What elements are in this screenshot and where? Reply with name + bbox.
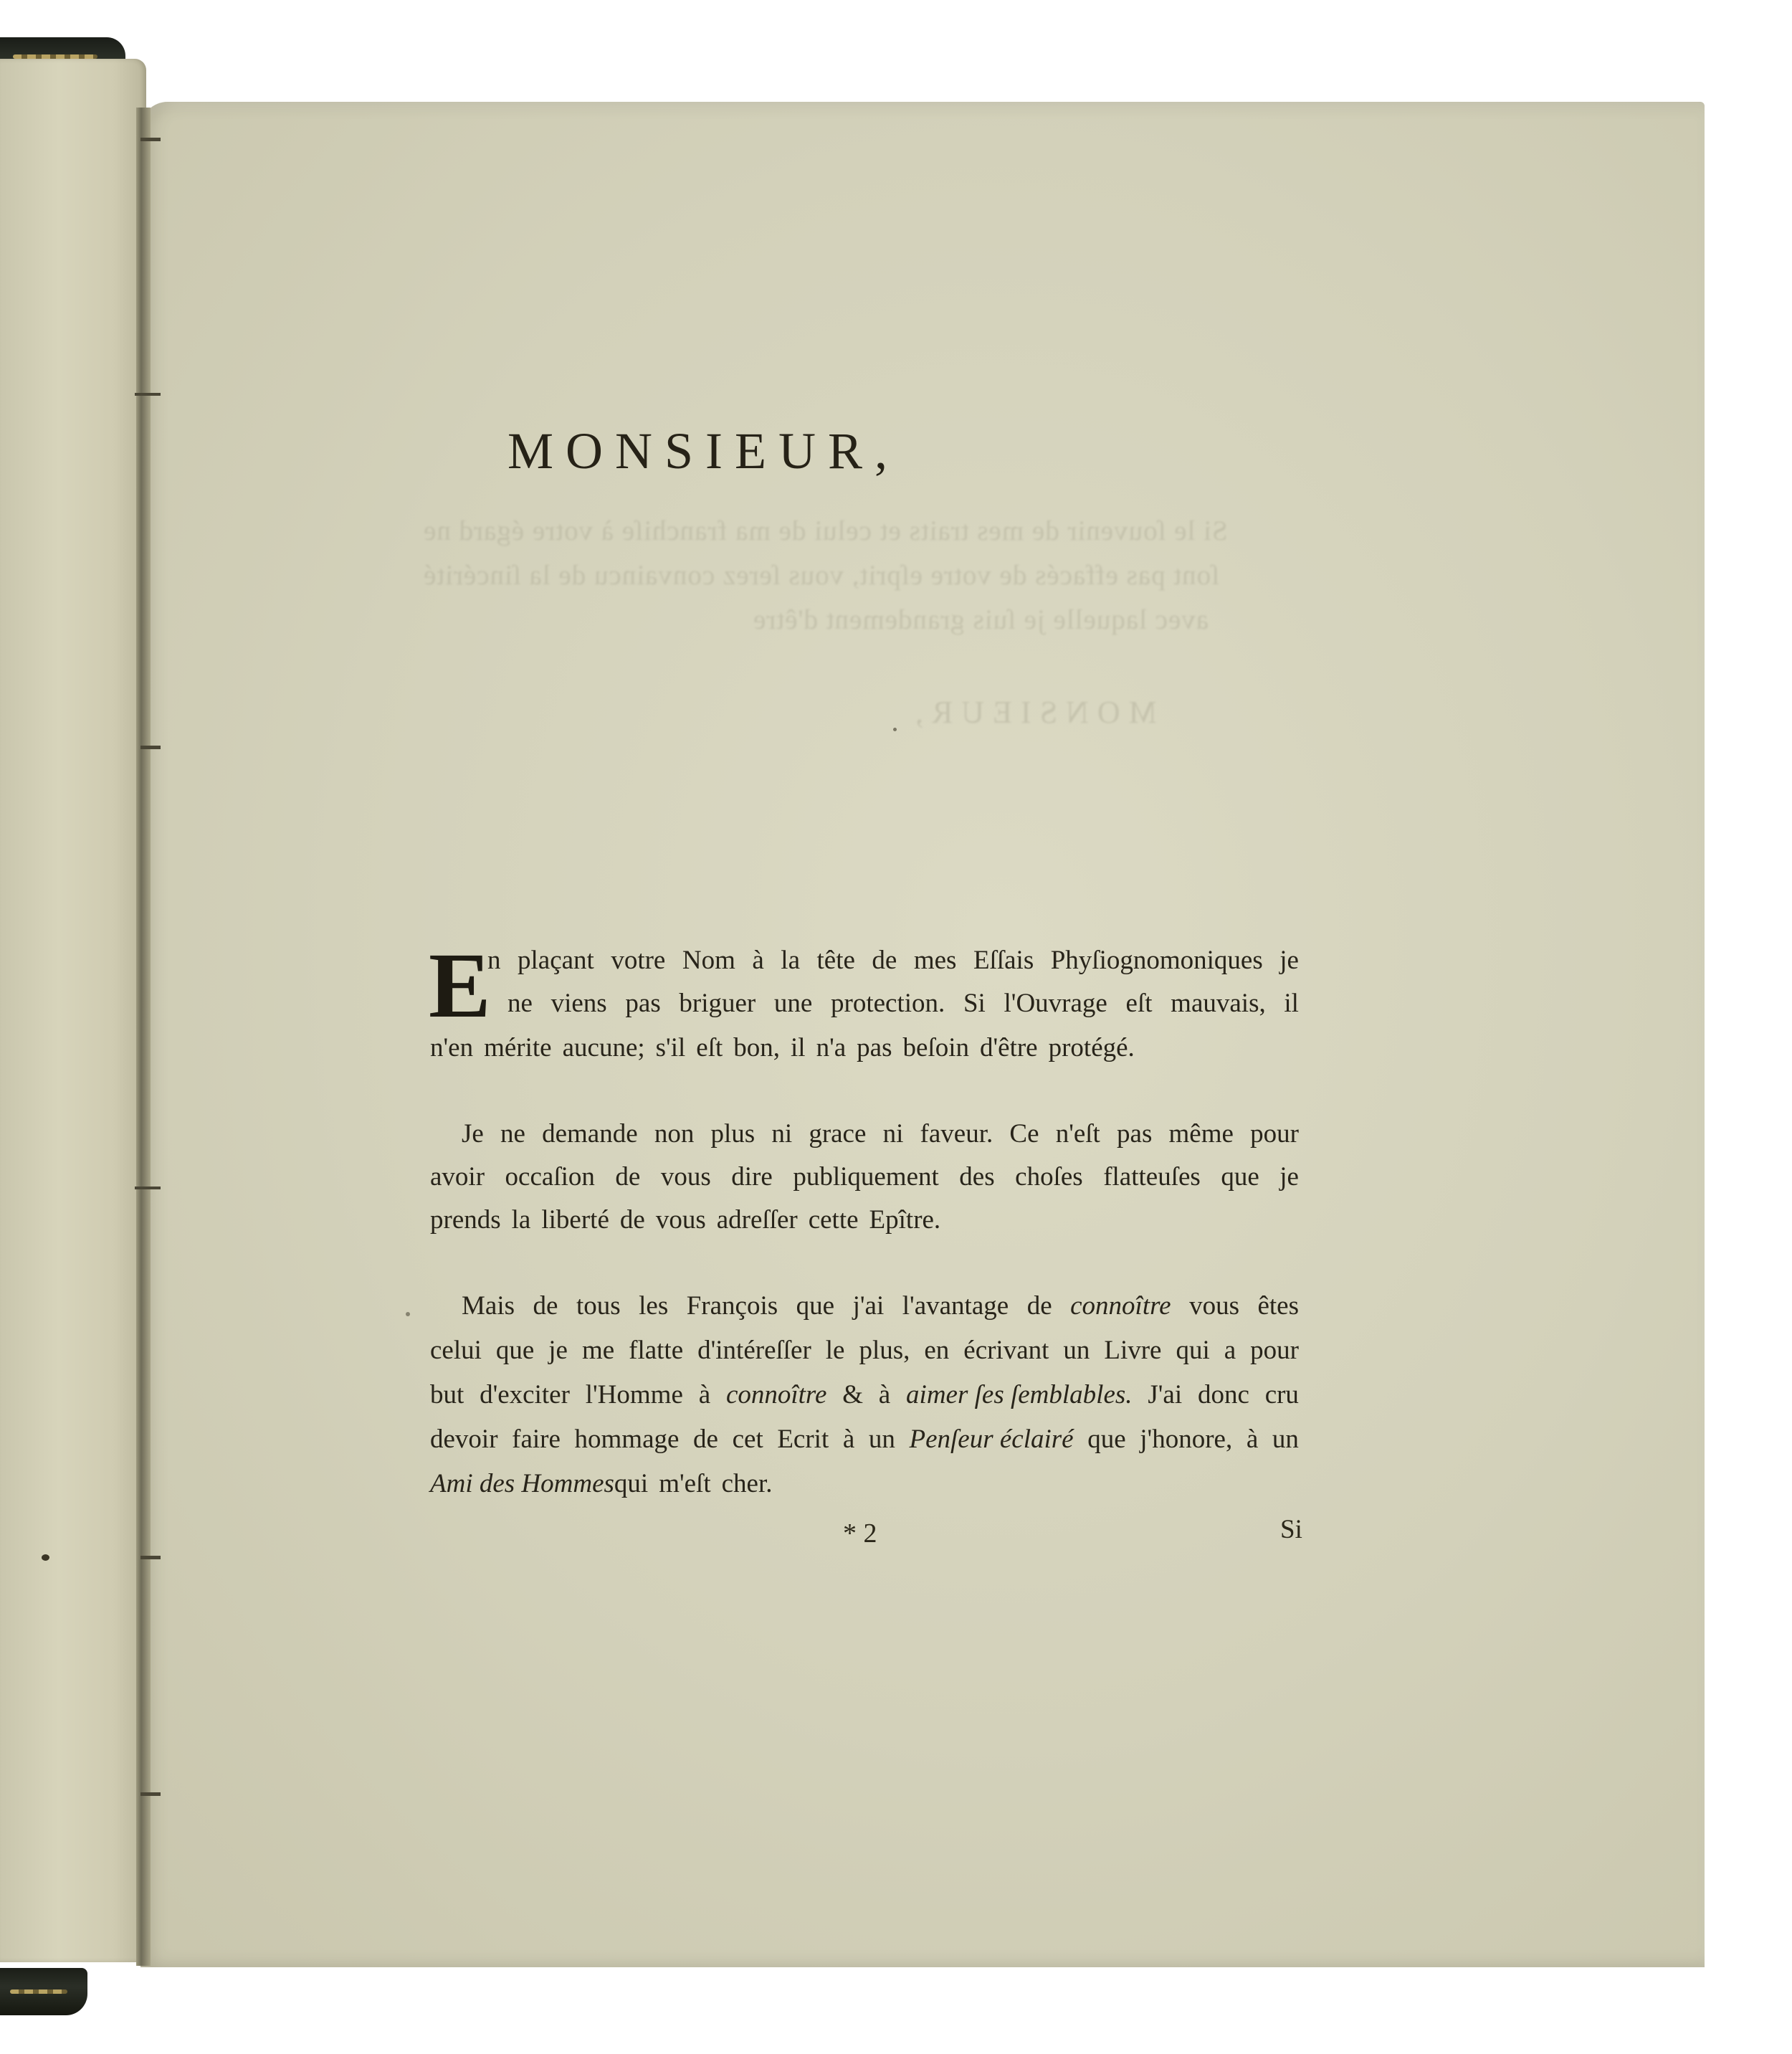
word: flatte [629,1336,684,1365]
binding-stitch [140,1792,161,1796]
word: Nom [682,946,735,975]
word: l'avantage [902,1291,1009,1321]
word: de [1026,1291,1052,1321]
word: & [842,1380,863,1409]
word: François [686,1291,778,1321]
word: but [430,1380,464,1409]
word: hommage [574,1425,680,1454]
word: celui [430,1336,482,1365]
word: tous [576,1291,621,1321]
word: en [924,1336,950,1365]
page-gutter [136,108,151,1966]
word: protection. [831,989,945,1018]
word: mes [913,946,957,975]
word: l'Homme [585,1380,683,1409]
word: il [791,1033,806,1062]
word: tête [816,946,855,975]
word: occaſion [505,1162,595,1192]
word: demande [542,1119,638,1149]
word: vous [1189,1291,1239,1321]
bleed-through-line: Si le ſouvenir de mes traits et celui de ma franchiſe à votre égard ne [423,515,1228,546]
word: de [619,1205,645,1235]
word: Phyſiognomoniques [1050,946,1263,975]
text-line [430,1032,1299,1063]
word: beſoin [902,1033,969,1062]
word: n'a [816,1033,847,1062]
word: la [511,1205,531,1235]
word: s'il [655,1033,686,1062]
word: mérite [484,1033,552,1062]
bleed-through-closing: MONSIEUR, [907,695,1157,730]
word: prends [430,1205,501,1235]
word: un [1272,1425,1299,1454]
word: pas [1117,1119,1153,1149]
signature-mark: * 2 [843,1518,877,1549]
word: je [1279,1162,1299,1192]
word: d'être [979,1033,1038,1062]
word: eſt [696,1033,723,1062]
word: le [825,1336,845,1365]
word: un [868,1425,895,1454]
word: adreſſer [716,1205,798,1235]
word: me [581,1336,615,1365]
word: que [495,1336,535,1365]
text-line [487,945,1299,976]
word: vous [655,1205,706,1235]
word: Si [963,989,986,1018]
word: cette [808,1205,859,1235]
word: à [878,1380,891,1409]
word: d'exciter [480,1380,570,1409]
gilt-tooling [10,1989,67,1994]
word: de [615,1162,641,1192]
word: aucune; [562,1033,645,1062]
word: de [533,1291,558,1321]
word: aimer ſes ſemblables. [906,1380,1133,1409]
word: grace [809,1119,867,1149]
word: n'eſt [1055,1119,1100,1149]
word: donc [1197,1380,1249,1409]
text-line [430,1468,1299,1499]
word: eſt [1125,989,1153,1018]
text-line [507,988,1299,1019]
bleed-through-line: ſont pas effacés de votre eſprit, vous ſerez convaincu de la ſincérité [423,560,1220,591]
word: j'honore, [1140,1425,1233,1454]
ink-speck [42,1554,49,1561]
word: que [796,1291,835,1321]
word: de [872,946,897,975]
word: pas [857,1033,892,1062]
word: non [654,1119,695,1149]
word: pas [625,989,661,1018]
word: écrivant [963,1336,1049,1365]
binding-stitch [135,1187,161,1189]
word: plus [710,1119,756,1149]
word: ne [500,1119,525,1149]
word: avoir [430,1162,485,1192]
binding-stitch [135,393,161,396]
word: une [773,989,813,1018]
word: publiquement [793,1162,939,1192]
bleed-through-line: avec laquelle je ſuis grandement d'être [753,604,1209,635]
word: bon, [733,1033,781,1062]
word: qui [614,1469,649,1498]
word: je [1279,946,1299,975]
word: connoître [725,1380,827,1409]
word: n'en [430,1033,474,1062]
text-line [430,1379,1299,1410]
word: devoir [430,1425,498,1454]
word: dire [731,1162,773,1192]
word: de [693,1425,718,1454]
page-heading: MONSIEUR, [507,422,900,480]
left-page [0,59,146,1962]
word: flatteuſes [1103,1162,1201,1192]
text-line [430,1424,1299,1455]
text-line [430,1335,1299,1366]
word: n [487,946,501,975]
word: cher. [721,1469,773,1498]
catchword: Si [1280,1515,1302,1544]
word: cet [732,1425,763,1454]
text-line [462,1290,1299,1321]
binding-stitch [140,746,161,749]
word: faveur. [920,1119,993,1149]
word: a [1224,1336,1236,1365]
word: ni [771,1119,793,1149]
word: d'intéreſſer [697,1336,811,1365]
text-line [462,1118,1299,1149]
word: Penſeur éclairé [909,1425,1074,1454]
word: faire [512,1425,561,1454]
word: les [639,1291,669,1321]
word: ni [882,1119,904,1149]
word: à [752,946,764,975]
word: je [548,1336,568,1365]
word: l'Ouvrage [1004,989,1107,1018]
book-cover-bottom [0,1968,87,2015]
word: Mais [462,1291,515,1321]
word: il [1284,989,1299,1018]
binding-stitch [140,1556,161,1559]
word: Ecrit [777,1425,829,1454]
word: m'eſt [659,1469,711,1498]
word: êtes [1257,1291,1299,1321]
word: même [1168,1119,1234,1149]
word: votre [611,946,666,975]
word: que [1087,1425,1126,1454]
word: à [1246,1425,1259,1454]
word: plus, [859,1336,910,1365]
word: Eſſais [973,946,1034,975]
word: viens [551,989,607,1018]
word: à [842,1425,855,1454]
drop-cap: E [429,934,491,1037]
word: plaçant [518,946,594,975]
word: choſes [1015,1162,1083,1192]
word: un [1063,1336,1090,1365]
ink-speck [893,728,897,731]
word: J'ai [1148,1380,1183,1409]
word: qui [1176,1336,1210,1365]
word: Je [462,1119,484,1149]
binding-stitch [140,138,161,141]
word: vous [660,1162,711,1192]
word: j'ai [852,1291,885,1321]
word: ne [507,989,533,1018]
word: briguer [679,989,756,1018]
word: cru [1264,1380,1299,1409]
text-line [430,1161,1299,1192]
word: pour [1250,1336,1299,1365]
word: connoître [1070,1291,1171,1321]
ink-speck [406,1312,410,1316]
word: mauvais, [1171,989,1266,1018]
word: des [959,1162,995,1192]
word: protégé. [1048,1033,1135,1062]
word: que [1221,1162,1259,1192]
word: à [698,1380,711,1409]
word: la [781,946,800,975]
word: Livre [1104,1336,1162,1365]
text-line [430,1204,1299,1235]
word: Epître. [869,1205,941,1235]
word: Ami des Hommes [430,1469,614,1498]
word: liberté [541,1205,609,1235]
word: Ce [1009,1119,1039,1149]
word: pour [1250,1119,1299,1149]
